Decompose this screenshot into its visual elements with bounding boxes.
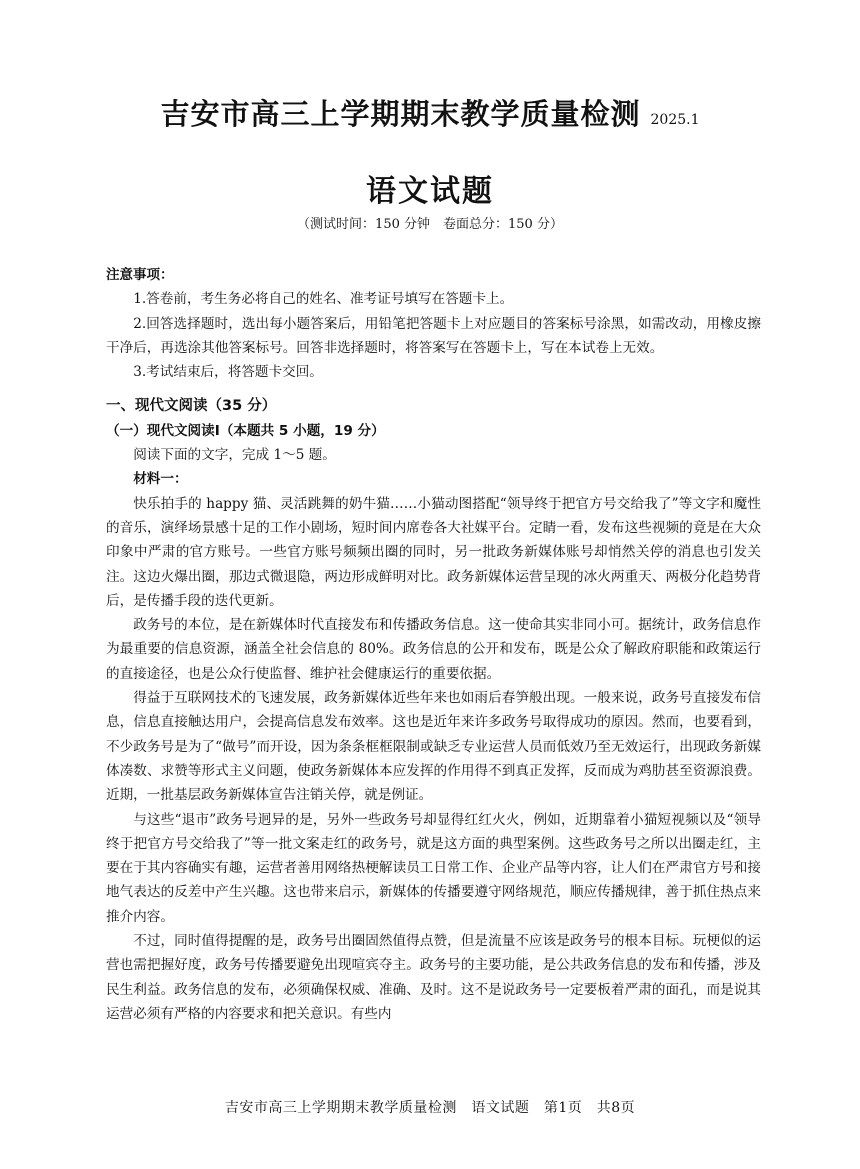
exam-body (106, 263, 761, 1026)
subsection-title: （一）现代文阅读Ⅰ（本题共 5 小题，19 分） (106, 422, 385, 439)
paragraph: 与这些“退市”政务号迥异的是，另外一些政务号却显得红红火火，例如，近期靠着小猫短视频以及“领导终于把官方号交给我了”等一批文案走红的政务号，就是这方面的典型案例。这些政务号之所以出圈走红，主要在于其内容确实有趣，运营者善用网络热梗解读员工日常工作、企业产品等内容，让人们在严肃官方号和接地气表达的反差中产生兴趣。这也带来启示，新媒体的传播要遵守网络规范，顺应传播规律，善于抓住热点来推介内容。 (106, 811, 761, 925)
exam-title: 吉安市高三上学期期末教学质量检测 (160, 97, 641, 131)
paragraph: 得益于互联网技术的飞速发展，政务新媒体近些年来也如雨后春笋般出现。一般来说，政务号直接发布信息，信息直接触达用户，会提高信息发布效率。这也是近年来许多政务号取得成功的原因。然而，也要看到，不少政务号是为了“做号”而开设，因为条条框框限制或缺乏专业运营人员而低效乃至无效运行，出现政务新媒体凑数、求赞等形式主义问题，使政务新媒体本应发挥的作用得不到真正发挥，反而成为鸡肋甚至资源浪费。近期，一批基层政务新媒体宣告注销关停，就是例证。 (106, 690, 761, 804)
paragraph: 政务号的本位，是在新媒体时代直接发布和传播政务信息。这一使命其实非同小可。据统计，政务信息作为最重要的信息资源，涵盖全社会信息的 80%。政务信息的公开和发布，既是公众了解政府职能和政策运行的直接途径，也是公众行使监督、维护社会健康运行的重要依据。 (106, 617, 761, 682)
material-label: 材料一： (133, 471, 188, 488)
paragraph: 不过，同时值得提醒的是，政务号出圈固然值得点赞，但是流量不应该是政务号的根本目标。玩梗似的运营也需把握好度，政务号传播要避免出现喧宾夺主。政务号的主要功能，是公共政务信息的发布和传播，涉及民生利益。政务信息的发布，必须确保权威、准确、及时。这不是说政务号一定要板着严肃的面孔，而是说其运营必须有严格的内容要求和把关意识。有些内 (106, 933, 761, 1022)
exam-date: 2025.1 (650, 112, 700, 128)
subject-title: 语文试题 (366, 174, 494, 209)
page-footer: 吉安市高三上学期期末教学质量检测 语文试题 第1页 共8页 (224, 1100, 636, 1116)
instruction: 阅读下面的文字，完成 1～5 题。 (133, 447, 336, 464)
section-title: 一、现代文阅读（35 分） (106, 398, 277, 415)
title-row (0, 92, 860, 133)
notice-title: 注意事项： (106, 267, 174, 283)
exam-meta: （测试时间：150 分钟 卷面总分：150 分） (297, 217, 563, 232)
paragraph: 快乐拍手的 happy 猫、灵活跳舞的奶牛猫……小猫动图搭配“领导终于把官方号交给我了”等文字和魔性的音乐，演绎场景感十足的工作小剧场，短时间内席卷各大社媒平台。定睛一看，发布这些视频的竟是在大众印象中严肃的官方账号。一些官方账号频频出圈的同时，另一批政务新媒体账号却悄然关停的消息也引发关注。这边火爆出圈，那边式微退隐，两边形成鲜明对比。政务新媒体运营呈现的冰火两重天、两极分化趋势背后，是传播手段的迭代更新。 (106, 495, 761, 609)
notice-item: 1.答卷前，考生务必将自己的姓名、准考证号填写在答题卡上。 (133, 291, 514, 308)
notice-item: 3.考试结束后，将答题卡交回。 (133, 364, 323, 381)
notice-item: 2.回答选择题时，选出每小题答案后，用铅笔把答题卡上对应题目的答案标号涂黑，如需改动，用橡皮擦干净后，再选涂其他答案标号。回答非选择题时，将答案写在答题卡上，写在本试卷上无效。 (106, 315, 761, 356)
